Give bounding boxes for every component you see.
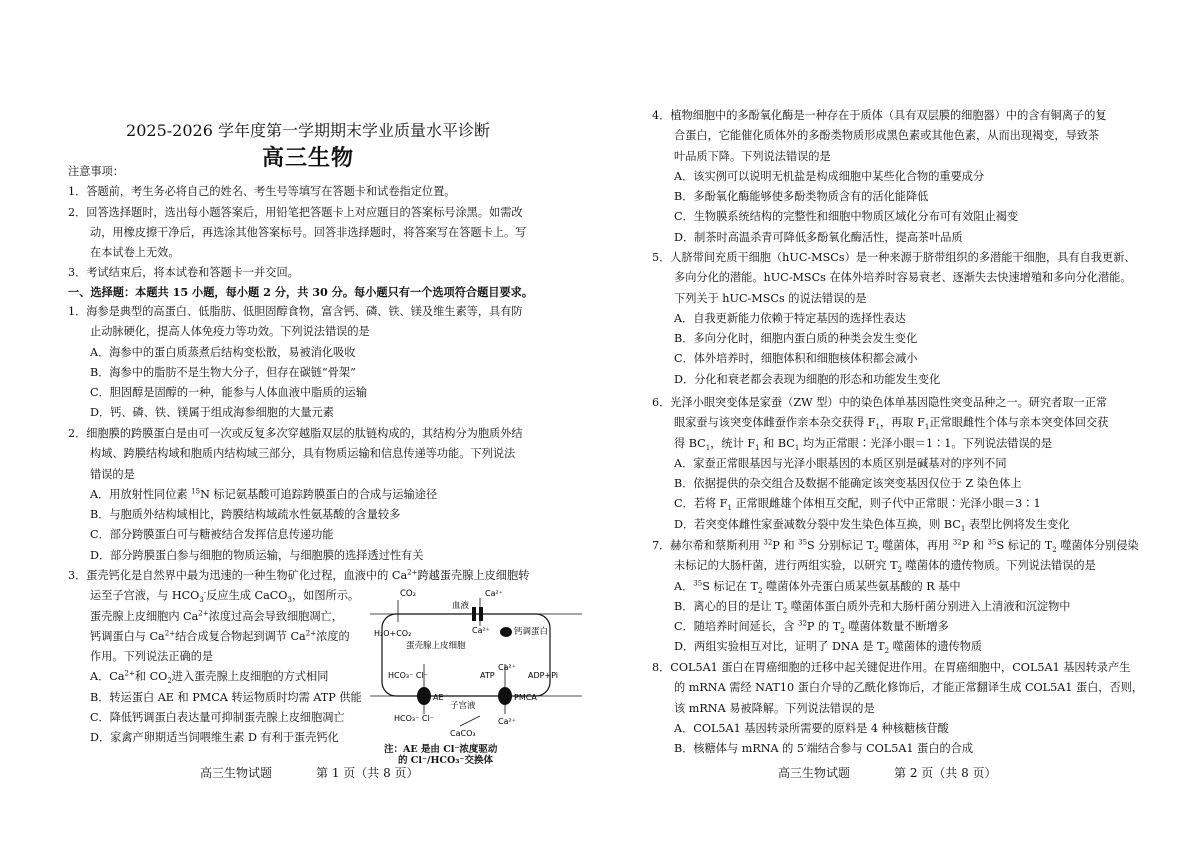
q3-option-d: D．家禽产卵期适当饲喂维生素 D 有利于蛋壳钙化 bbox=[90, 731, 339, 745]
right-footer-name: 高三生物试题 bbox=[778, 766, 851, 780]
q8-stem-2: 的 mRNA 需经 NAT10 蛋白介导的乙酰化修饰后，才能正常翻译生成 COL5A1 蛋白，否则， bbox=[674, 681, 1144, 695]
ca-channel-left bbox=[472, 607, 476, 621]
q7-option-a: A．$^{35}$S 标记在 $T_2$ 噬菌体外壳蛋白质某些氨基酸的 R 基中 bbox=[674, 578, 961, 595]
q1-stem-1: 1．海参是典型的高蛋白、低脂肪、低胆固醇食物，富含钙、磷、铁、镁及维生素等，具有防 bbox=[68, 305, 523, 318]
question-8 bbox=[652, 658, 1143, 759]
fig-ca-mid: Ca²⁺ bbox=[498, 663, 516, 672]
notes-heading: 注意事项： bbox=[68, 165, 124, 178]
question-6 bbox=[652, 393, 1108, 535]
fig-ca-in: Ca²⁺ bbox=[472, 626, 490, 635]
exam-subject: 高三生物 bbox=[261, 145, 354, 171]
q6-line-3: 得 $BC_1$，统计 $F_1$ 和 $BC_1$ 均为正常眼∶光泽小眼＝1∶1。下列说法错误的是 bbox=[674, 436, 1053, 452]
right-footer-page: 第 2 页（共 8 页） bbox=[894, 766, 997, 780]
q1-option-b: B．海参中的脂肪不是生物大分子，但存在碳链“骨架” bbox=[90, 365, 356, 379]
q7-option-b: B．离心的目的是让 $T_2$ 噬菌体蛋白质外壳和大肠杆菌分别进入上清液和沉淀物中 bbox=[674, 599, 1071, 616]
q4-stem-2: 合蛋白，它能催化质体外的多酚类物质形成黑色素或其他色素，从而出现褐变，导致茶 bbox=[674, 129, 1100, 143]
figure-note bbox=[384, 744, 497, 766]
fig-h2o: H₂O+CO₂ bbox=[374, 629, 412, 638]
fig-pmca: PMCA bbox=[514, 693, 537, 702]
q3-line-4: 钙调蛋白与 $Ca^{2+}$结合成复合物起到调节 $Ca^{2+}$浓度的 bbox=[90, 629, 350, 643]
fig-uterine: 子宫液 bbox=[450, 701, 476, 711]
q6-option-a: A．家蚕正常眼基因与光泽小眼基因的本质区别是碱基对的序列不同 bbox=[674, 456, 1007, 470]
left-footer-name: 高三生物试题 bbox=[200, 766, 273, 780]
q2-option-c: C．部分跨膜蛋白可与糖被结合发挥信息传递功能 bbox=[90, 528, 334, 542]
q4-option-a: A．该实例可以说明无机盐是构成细胞中某些化合物的重要成分 bbox=[674, 169, 985, 183]
figure-note-2: 的 Cl⁻/HCO₃⁻交换体 bbox=[398, 755, 493, 766]
q7-option-c: C．随培养时间延长，含 $^{32}$P 的 $T_2$ 噬菌体数量不断增多 bbox=[674, 619, 949, 636]
q7-line-2: 未标记的大肠杆菌，进行两组实验，以研究 $T_2$ 噬菌体的遗传物质。下列说法错误的是 bbox=[674, 559, 1096, 575]
q2-option-b: B．与胞质外结构域相比，跨膜结构域疏水性氨基酸的含量较多 bbox=[90, 508, 401, 522]
question-4 bbox=[652, 106, 1107, 248]
q6-option-b: B．依据提供的杂交组合及数据不能确定该突变基因仅位于 Z 染色体上 bbox=[674, 477, 1022, 491]
section-heading: 一、选择题：本题共 15 小题，每小题 2 分，共 30 分。每小题只有一个选项符合题目要求。 bbox=[68, 285, 534, 299]
q6-line-1: 6．光泽小眼突变体是家蚕（ZW 型）中的染色体单基因隐性突变品种之一。研究者取一正常 bbox=[652, 396, 1108, 409]
q8-option-a: A．COL5A1 基因转录所需要的原料是 4 种核糖核苷酸 bbox=[674, 721, 949, 735]
notes-block bbox=[68, 162, 526, 284]
q4-stem-1: 4．植物细胞中的多酚氧化酶是一种存在于质体（具有双层膜的细胞器）中的含有铜离子的复 bbox=[652, 109, 1107, 122]
q7-line-1: 7．赫尔希和蔡斯利用 $^{32}$P 和 $^{35}$S 分别标记 $T_2$ 噬菌体，再用 $^{32}$P 和 $^{35}$S 标记的 $T_2$ 噬菌体分别侵染 bbox=[652, 538, 1139, 555]
q7-option-d: D．两组实验相互对比，证明了 DNA 是 $T_2$ 噬菌体的遗传物质 bbox=[674, 640, 983, 656]
q2-stem-2: 构域、跨膜结构域和胞质内结构域三部分，具有物质运输和信息传递等功能。下列说法 bbox=[90, 447, 516, 461]
question-1 bbox=[68, 302, 523, 424]
q1-option-a: A．海参中的蛋白质蒸煮后结构变松散，易被消化吸收 bbox=[90, 345, 356, 359]
left-footer bbox=[200, 764, 463, 781]
right-footer bbox=[778, 764, 1041, 781]
q4-option-b: B．多酚氧化酶能够使多酚类物质含有的活化能降低 bbox=[674, 190, 929, 204]
q5-stem-2: 多向分化的潜能。hUC-MSCs 在体外培养时容易衰老、逐渐失去快速增殖和多向分化潜能。 bbox=[674, 271, 1132, 285]
note-2-cont2: 在本试卷上无效。 bbox=[90, 246, 180, 260]
q3-line-2: 运至子宫液，与 $HCO_3^-$反应生成 CaCO$_3$，如图所示。 bbox=[90, 588, 360, 605]
q6-line-2: 眼家蚕与该突变体雌蚕作亲本杂交获得 $F_1$，再取 $F_1$正常眼雌性个体与亲本突变体回交获 bbox=[674, 416, 1109, 432]
fig-cell: 蛋壳腺上皮细胞 bbox=[406, 641, 466, 651]
note-2: 2．回答选择题时，选出每小题答案后，用铅笔把答题卡上对应题目的答案标号涂黑。如需改 bbox=[68, 205, 523, 219]
q5-option-b: B．多向分化时，细胞内蛋白质的种类会发生变化 bbox=[674, 332, 918, 346]
q5-stem-3: 下列关于 hUC-MSCs 的说法错误的是 bbox=[674, 291, 867, 305]
question-5 bbox=[652, 248, 1135, 390]
note-2-cont: 动，用橡皮擦干净后，再选涂其他答案标号。回答非选择题时，将答案写在答题卡上。写 bbox=[90, 225, 527, 239]
fig-co2: CO₂ bbox=[400, 589, 417, 599]
fig-ca-top: Ca²⁺ bbox=[485, 589, 503, 598]
fig-hco3-cl-2: HCO₃⁻ Cl⁻ bbox=[394, 714, 434, 723]
question-2 bbox=[68, 424, 523, 566]
fig-adp: ADP+Pi bbox=[528, 671, 559, 680]
q1-option-c: C．胆固醇是固醇的一种，能参与人体血液中脂质的运输 bbox=[90, 386, 368, 400]
q8-stem-1: 8．COL5A1 蛋白在胃癌细胞的迁移中起关键促进作用。在胃癌细胞中，COL5A1 基因转录产生 bbox=[652, 661, 1131, 674]
q2-option-a: A．用放射性同位素 $^{15}$N 标记氨基酸可追踪跨膜蛋白的合成与运输途径 bbox=[90, 487, 438, 501]
q5-option-c: C．体外培养时，细胞体积和细胞核体积都会减小 bbox=[674, 352, 918, 366]
q2-option-d: D．部分跨膜蛋白参与细胞的物质运输，与细胞膜的选择透过性有关 bbox=[90, 548, 424, 562]
figure-note-1: 注：AE 是由 Cl⁻浓度驱动 bbox=[384, 744, 498, 755]
caco3-arrow bbox=[460, 716, 480, 726]
q3-option-c: C．降低钙调蛋白表达量可抑制蛋壳腺上皮细胞凋亡 bbox=[90, 711, 345, 725]
note-1: 1．答题前，考生务必将自己的姓名、考生号等填写在答题卡和试卷指定位置。 bbox=[68, 185, 456, 199]
fig-hco3-cl: HCO₃⁻ Cl⁻ bbox=[388, 671, 428, 680]
fig-ae: AE bbox=[433, 693, 444, 702]
q8-option-b: B．核糖体与 mRNA 的 5′端结合参与 COL5A1 蛋白的合成 bbox=[674, 742, 974, 756]
q1-option-d: D．钙、磷、铁、镁属于组成海参细胞的大量元素 bbox=[90, 406, 334, 420]
fig-atp: ATP bbox=[480, 671, 495, 680]
q5-option-a: A．自我更新能力依赖于特定基因的选择性表达 bbox=[674, 311, 906, 325]
q5-option-d: D．分化和衰老都会表现为细胞的形态和功能发生变化 bbox=[674, 372, 941, 386]
q4-stem-3: 叶品质下降。下列说法错误的是 bbox=[674, 149, 831, 163]
q8-stem-3: 该 mRNA 易被降解。下列说法错误的是 bbox=[674, 701, 875, 715]
calcification-diagram bbox=[360, 586, 592, 744]
q3-line-1: 3．蛋壳钙化是自然界中最为迅速的一种生物矿化过程，血液中的 $Ca^{2+}$跨越蛋壳腺上皮细胞转 bbox=[68, 568, 530, 582]
q4-option-d: D．制茶时高温杀青可降低多酚氧化酶活性，提高茶叶品质 bbox=[674, 230, 963, 244]
q6-option-d: D．若突变体雌性家蚕减数分裂中发生染色体互换，则 $BC_1$ 表型比例将发生变化 bbox=[674, 517, 1070, 534]
fig-ca-low: Ca²⁺ bbox=[498, 717, 516, 726]
q4-option-c: C．生物膜系统结构的完整性和细胞中物质区域化分布可有效阻止褐变 bbox=[674, 210, 1019, 224]
q2-stem-1: 2．细胞膜的跨膜蛋白是由可一次或反复多次穿越脂双层的肽链构成的，其结构分为胞质外结 bbox=[68, 427, 523, 440]
note-3: 3．考试结束后，将本试卷和答题卡一并交回。 bbox=[68, 266, 299, 280]
q2-stem-3: 错误的是 bbox=[90, 467, 135, 481]
question-7 bbox=[652, 536, 1139, 658]
fig-calmodulin: 钙调蛋白 bbox=[514, 627, 549, 637]
q3-option-a: A．$Ca^{2+}$和 $CO_2$进入蛋壳腺上皮细胞的方式相同 bbox=[90, 669, 329, 686]
left-footer-page: 第 1 页（共 8 页） bbox=[316, 766, 419, 780]
q6-option-c: C．若将 $F_1$ 正常眼雌雄个体相互交配，则子代中正常眼∶光泽小眼＝3∶1 bbox=[674, 497, 1041, 513]
q3-option-b: B．转运蛋白 AE 和 PMCA 转运物质时均需 ATP 供能 bbox=[90, 690, 362, 704]
fig-caco3: CaCO₃ bbox=[450, 729, 476, 738]
calmodulin-shape bbox=[500, 627, 512, 637]
exam-title: 2025-2026 学年度第一学期期末学业质量水平诊断 bbox=[126, 121, 490, 140]
fig-blood: 血液 bbox=[452, 601, 470, 611]
q5-stem-1: 5．人脐带间充质干细胞（hUC-MSCs）是一种来源于脐带组织的多潜能干细胞，具有自我更新、 bbox=[652, 251, 1136, 264]
q3-line-3: 蛋壳腺上皮细胞内 $Ca^{2+}$浓度过高会导致细胞凋亡， bbox=[90, 608, 343, 623]
q1-stem-2: 止动脉硬化，提高人体免疫力等功效。下列说法错误的是 bbox=[90, 325, 370, 339]
q3-line-5: 作用。下列说法正确的是 bbox=[90, 650, 214, 664]
